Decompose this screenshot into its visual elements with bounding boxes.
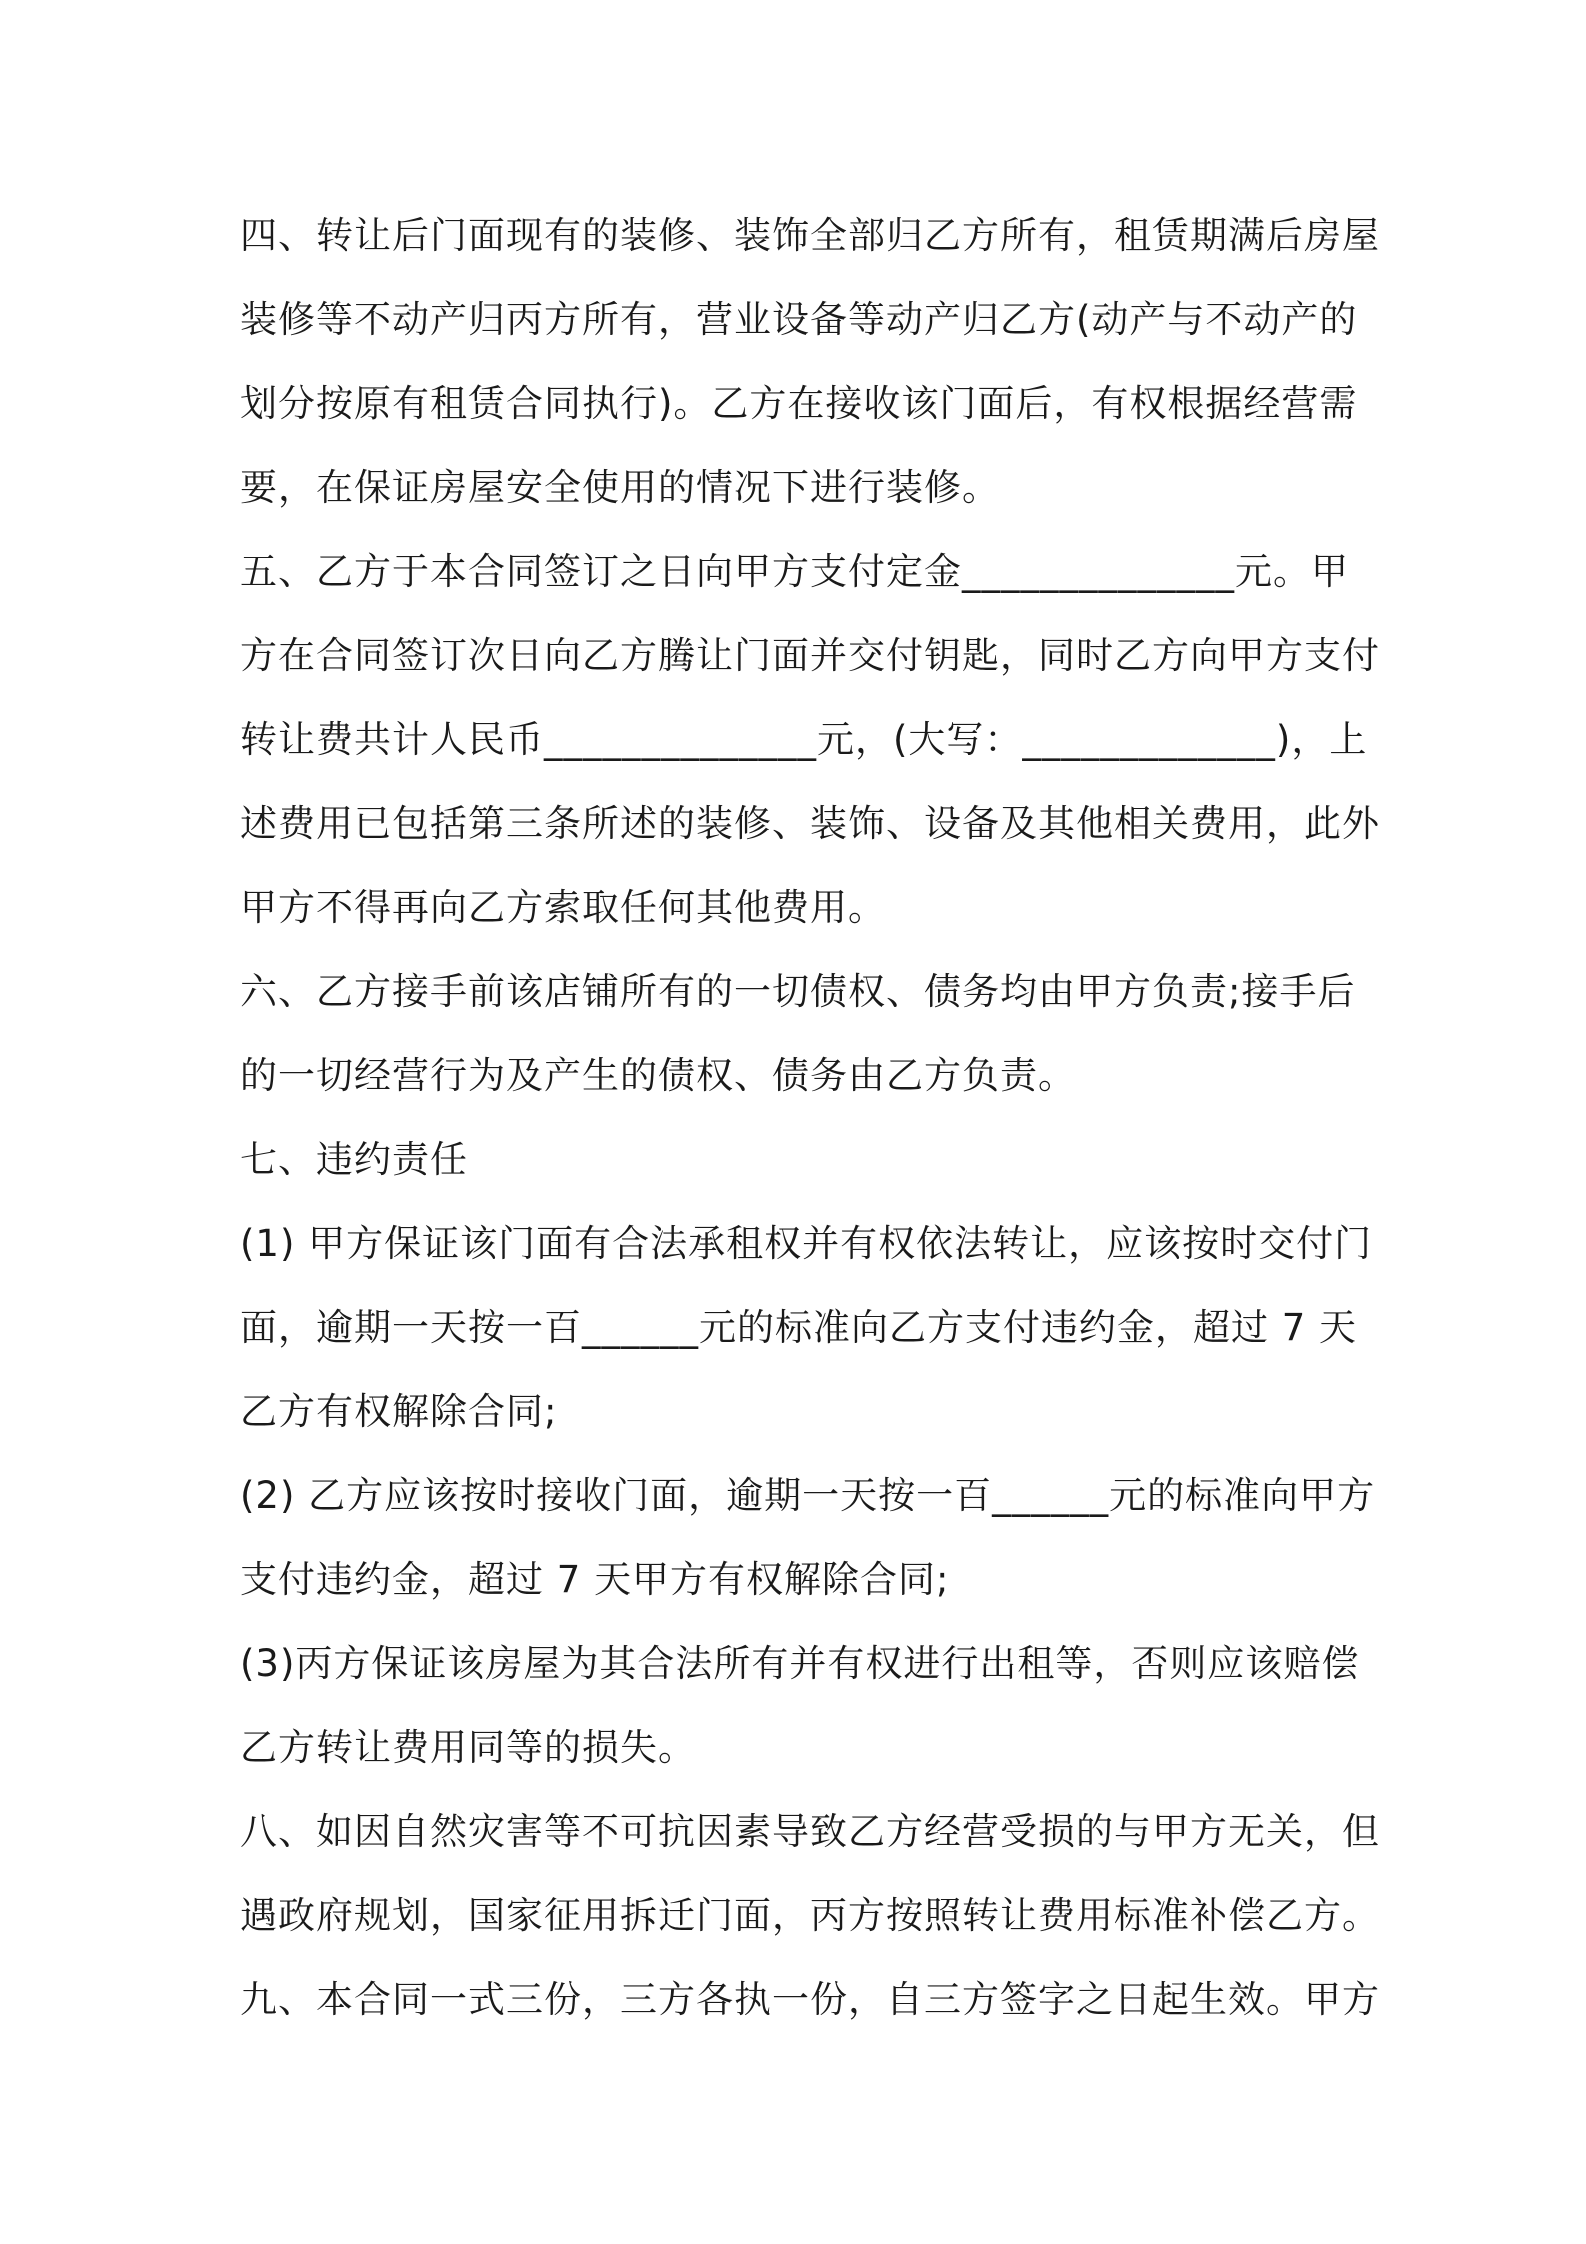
- text-line: 转让费共计人民币______________元，(大写：_____________)，上: [240, 718, 1368, 761]
- text-line: 遇政府规划，国家征用拆迁门面，丙方按照转让费用标准补偿乙方。: [240, 1894, 1380, 1937]
- text-line: 乙方转让费用同等的损失。: [240, 1726, 696, 1769]
- text-line: 五、乙方于本合同签订之日向甲方支付定金______________元。甲: [240, 550, 1349, 593]
- text-line: 六、乙方接手前该店铺所有的一切债权、债务均由甲方负责;接手后: [240, 970, 1356, 1013]
- section-heading: 七、违约责任: [240, 1138, 468, 1181]
- text-line: 方在合同签订次日向乙方腾让门面并交付钥匙，同时乙方向甲方支付: [240, 634, 1380, 677]
- text-line: 面，逾期一天按一百______元的标准向乙方支付违约金，超过 7 天: [240, 1306, 1358, 1349]
- text-line: (3)丙方保证该房屋为其合法所有并有权进行出租等，否则应该赔偿: [240, 1642, 1360, 1685]
- text-line: (1) 甲方保证该门面有合法承租权并有权依法转让，应该按时交付门: [240, 1222, 1373, 1265]
- text-line: 支付违约金，超过 7 天甲方有权解除合同;: [240, 1558, 950, 1601]
- text-line: 四、转让后门面现有的装修、装饰全部归乙方所有，租赁期满后房屋: [240, 214, 1380, 257]
- text-line: 装修等不动产归丙方所有，营业设备等动产归乙方(动产与不动产的: [240, 298, 1358, 341]
- text-line: 述费用已包括第三条所述的装修、装饰、设备及其他相关费用，此外: [240, 802, 1380, 845]
- text-line: 九、本合同一式三份，三方各执一份，自三方签字之日起生效。甲方: [240, 1978, 1380, 2021]
- text-line: 甲方不得再向乙方索取任何其他费用。: [240, 886, 886, 929]
- text-line: 的一切经营行为及产生的债权、债务由乙方负责。: [240, 1054, 1076, 1097]
- text-line: 乙方有权解除合同;: [240, 1390, 558, 1433]
- text-line: (2) 乙方应该按时接收门面，逾期一天按一百______元的标准向甲方: [240, 1474, 1376, 1517]
- contract-body: [240, 194, 1380, 2042]
- text-line: 要，在保证房屋安全使用的情况下进行装修。: [240, 466, 1000, 509]
- text-line: 八、如因自然灾害等不可抗因素导致乙方经营受损的与甲方无关，但: [240, 1810, 1380, 1853]
- text-line: 划分按原有租赁合同执行)。乙方在接收该门面后，有权根据经营需: [240, 382, 1358, 425]
